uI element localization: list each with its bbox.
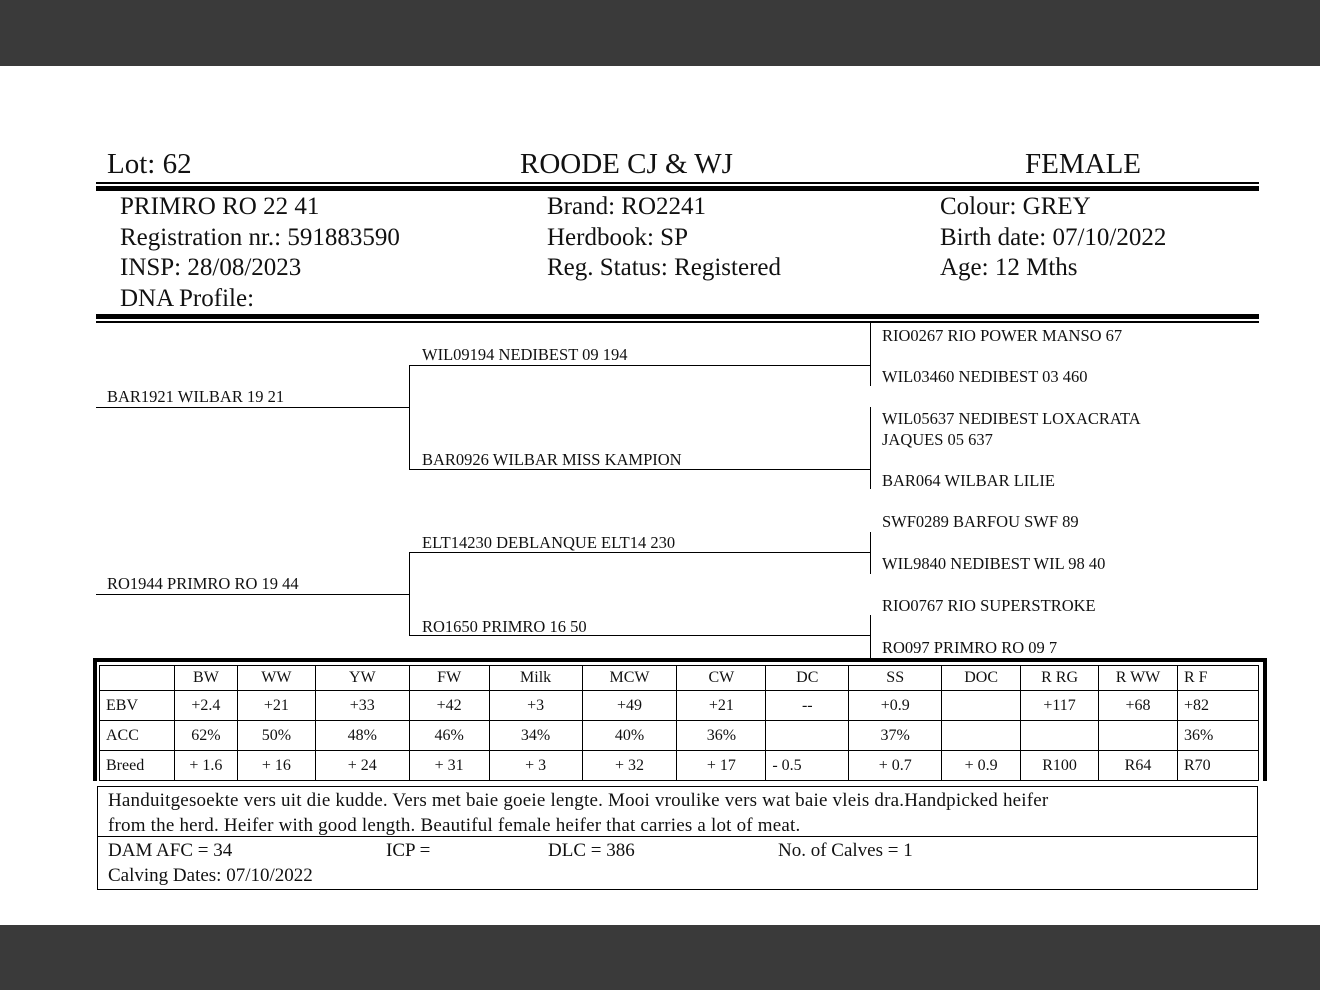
table-cell <box>942 691 1021 721</box>
header-cell: SS <box>849 666 942 691</box>
pedigree-dss: SWF0289 BARFOU SWF 89 <box>882 512 1079 531</box>
table-cell: 46% <box>409 721 489 751</box>
header-cell: DC <box>766 666 849 691</box>
table-cell: +82 <box>1177 691 1258 721</box>
sd-bracket <box>870 407 871 489</box>
description-line-1: Handuitgesoekte vers uit die kudde. Vers met baie goeie lengte. Mooi vroulike vers wat baie vleis dra.Handpicked heifer <box>108 790 1049 811</box>
table-cell: -- <box>766 691 849 721</box>
registration-number: Registration nr.: 591883590 <box>120 224 400 251</box>
ebv-table <box>99 665 1259 781</box>
table-cell: + 0.7 <box>849 751 942 781</box>
header-rule-thick <box>96 186 1259 191</box>
pedigree-sss: RIO0267 RIO POWER MANSO 67 <box>882 326 1123 345</box>
table-cell <box>1021 721 1099 751</box>
header-cell: R RG <box>1021 666 1099 691</box>
dd-bracket <box>870 615 871 658</box>
calving-dates: Calving Dates: 07/10/2022 <box>108 865 313 886</box>
table-cell: - 0.5 <box>766 751 849 781</box>
table-cell: + 16 <box>237 751 315 781</box>
pedigree-dsd: WIL9840 NEDIBEST WIL 98 40 <box>882 554 1106 573</box>
table-cell <box>1099 721 1178 751</box>
header-cell: WW <box>237 666 315 691</box>
row-label: ACC <box>100 721 175 751</box>
table-cell: + 0.9 <box>942 751 1021 781</box>
birth-date: Birth date: 07/10/2022 <box>940 224 1167 251</box>
table-cell: 34% <box>489 721 582 751</box>
header-cell: FW <box>409 666 489 691</box>
pedigree-dam-dam: RO1650 PRIMRO 16 50 <box>422 617 587 636</box>
table-cell: 37% <box>849 721 942 751</box>
header-cell: YW <box>315 666 409 691</box>
top-dark-bar <box>0 0 1320 66</box>
table-cell: R100 <box>1021 751 1099 781</box>
table-cell: + 32 <box>582 751 677 781</box>
table-cell: 36% <box>677 721 766 751</box>
lot-number: Lot: 62 <box>107 148 192 180</box>
header-cell: CW <box>677 666 766 691</box>
ds-bracket <box>870 532 871 574</box>
breeder-name: ROODE CJ & WJ <box>520 148 733 180</box>
table-cell: R70 <box>1177 751 1258 781</box>
info-rule-thick <box>96 314 1259 319</box>
table-cell: +2.4 <box>174 691 237 721</box>
pedigree-ddd: RO097 PRIMRO RO 09 7 <box>882 638 1058 657</box>
pedigree-sire-sire: WIL09194 NEDIBEST 09 194 <box>422 345 628 364</box>
header-rule-thin <box>96 182 1259 184</box>
table-cell: +117 <box>1021 691 1099 721</box>
ss-line <box>409 365 870 366</box>
sire-line <box>96 407 410 408</box>
colour: Colour: GREY <box>940 193 1091 220</box>
info-rule-thin <box>96 321 1259 323</box>
row-label: EBV <box>100 691 175 721</box>
row-label: Breed <box>100 751 175 781</box>
header-cell <box>100 666 175 691</box>
ebv-header-row <box>100 666 1259 691</box>
header-cell: MCW <box>582 666 677 691</box>
description-line-2: from the herd. Heifer with good length. Beautiful female heifer that carries a lot of meat. <box>108 815 801 836</box>
table-cell: 62% <box>174 721 237 751</box>
dam-bracket <box>409 552 410 636</box>
acc-row <box>100 721 1259 751</box>
table-cell: +68 <box>1099 691 1178 721</box>
table-cell: +0.9 <box>849 691 942 721</box>
table-cell: 36% <box>1177 721 1258 751</box>
table-cell: +3 <box>489 691 582 721</box>
header-cell: R WW <box>1099 666 1178 691</box>
inspection-date: INSP: 28/08/2023 <box>120 254 302 281</box>
animal-name: PRIMRO RO 22 41 <box>120 193 320 220</box>
icp: ICP = <box>386 840 431 861</box>
table-cell: + 17 <box>677 751 766 781</box>
pedigree-sire: BAR1921 WILBAR 19 21 <box>107 387 285 406</box>
sex-label: FEMALE <box>1025 148 1141 180</box>
table-cell: + 24 <box>315 751 409 781</box>
ss-bracket <box>870 323 871 386</box>
header-cell: Milk <box>489 666 582 691</box>
header-cell: DOC <box>942 666 1021 691</box>
pedigree-dds: RIO0767 RIO SUPERSTROKE <box>882 596 1096 615</box>
pedigree-sds-line2: JAQUES 05 637 <box>882 430 993 449</box>
table-cell: + 1.6 <box>174 751 237 781</box>
table-cell: +21 <box>677 691 766 721</box>
number-of-calves: No. of Calves = 1 <box>778 840 913 861</box>
breed-row <box>100 751 1259 781</box>
table-cell: +33 <box>315 691 409 721</box>
table-cell: 50% <box>237 721 315 751</box>
table-cell <box>766 721 849 751</box>
header-cell: BW <box>174 666 237 691</box>
bottom-dark-bar <box>0 925 1320 990</box>
header-cell: R F <box>1177 666 1258 691</box>
table-cell <box>942 721 1021 751</box>
dam-info-box <box>97 836 1258 890</box>
dam-line <box>96 594 410 595</box>
dna-profile: DNA Profile: <box>120 285 255 312</box>
table-cell: + 3 <box>489 751 582 781</box>
registration-status: Reg. Status: Registered <box>547 254 781 281</box>
pedigree-ssd: WIL03460 NEDIBEST 03 460 <box>882 367 1088 386</box>
age: Age: 12 Mths <box>940 254 1078 281</box>
pedigree-dam: RO1944 PRIMRO RO 19 44 <box>107 574 299 593</box>
pedigree-sds-line1: WIL05637 NEDIBEST LOXACRATA <box>882 409 1141 428</box>
table-cell: R64 <box>1099 751 1178 781</box>
description-box <box>97 786 1258 837</box>
dlc: DLC = 386 <box>548 840 635 861</box>
sire-bracket <box>409 365 410 470</box>
table-cell: 40% <box>582 721 677 751</box>
table-cell: +49 <box>582 691 677 721</box>
dam-afc: DAM AFC = 34 <box>108 840 233 861</box>
ebv-row <box>100 691 1259 721</box>
pedigree-sdd: BAR064 WILBAR LILIE <box>882 471 1055 490</box>
herdbook: Herdbook: SP <box>547 224 688 251</box>
table-cell: +21 <box>237 691 315 721</box>
pedigree-sire-dam: BAR0926 WILBAR MISS KAMPION <box>422 450 682 469</box>
pedigree-dam-sire: ELT14230 DEBLANQUE ELT14 230 <box>422 533 676 552</box>
table-cell: +42 <box>409 691 489 721</box>
brand: Brand: RO2241 <box>547 193 707 220</box>
table-cell: 48% <box>315 721 409 751</box>
table-cell: + 31 <box>409 751 489 781</box>
